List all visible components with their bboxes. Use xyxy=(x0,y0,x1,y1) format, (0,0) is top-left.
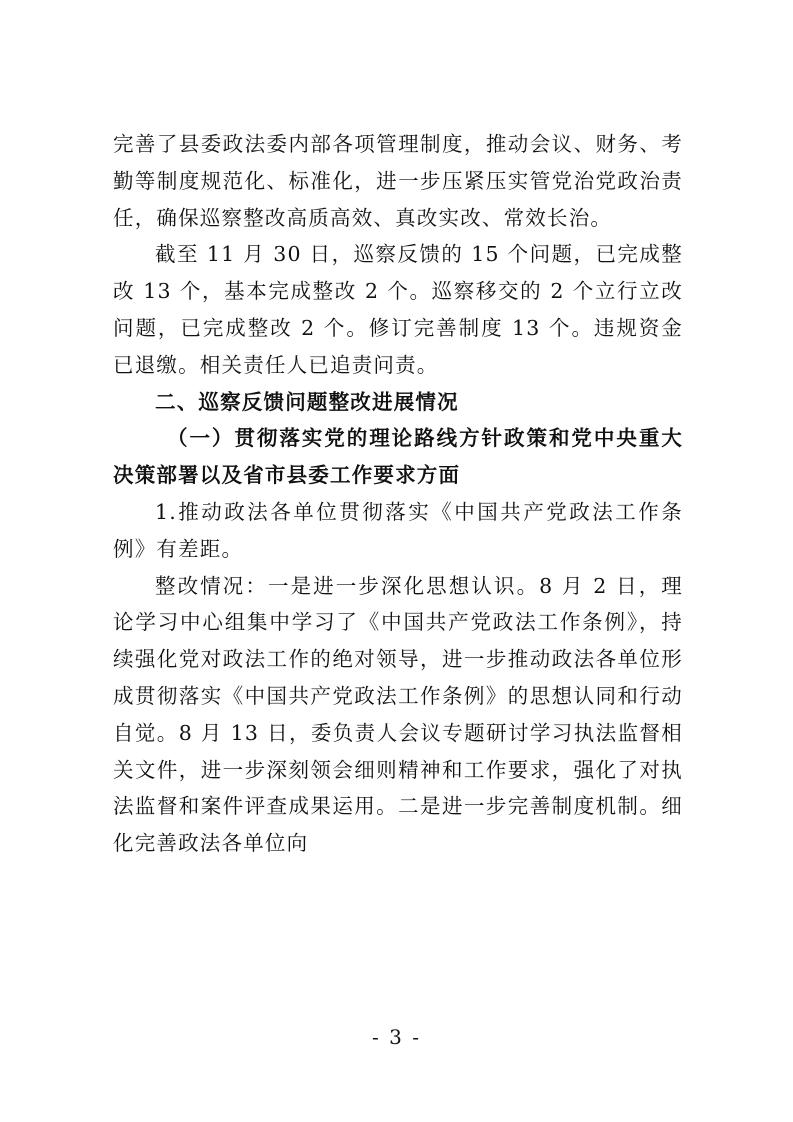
page-number: - 3 - xyxy=(372,1025,421,1049)
issue-item: 1.推动政法各单位贯彻落实《中国共产党政法工作条例》有差距。 xyxy=(113,499,683,561)
paragraph-progress-statistics: 截至 11 月 30 日，巡察反馈的 15 个问题，已完成整改 13 个，基本完成整改 2 个。巡察移交的 2 个立行立改问题，已完成整改 2 个。修订完善制度 13 个。违规资金已退缴。相关责任人已追责问责。 xyxy=(113,242,683,377)
subsection-heading: （一）贯彻落实党的理论路线方针政策和党中央重大决策部署以及省市县委工作要求方面 xyxy=(113,426,683,488)
document-body xyxy=(113,126,683,862)
rectification-details: 整改情况：一是进一步深化思想认识。8 月 2 日，理论学习中心组集中学习了《中国共产党政法工作条例》，持续强化党对政法工作的绝对领导，进一步推动政法各单位形成贯彻落实《中国共产党政法工作条例》的思想认同和行动自觉。8 月 13 日，委负责人会议专题研讨学习执法监督相关文件，进一步深刻领会细则精神和工作要求，强化了对执法监督和案件评查成果运用。二是进一步完善制度机制。细化完善政法各单位向 xyxy=(113,573,683,856)
section-heading: 二、巡察反馈问题整改进展情况 xyxy=(155,389,459,414)
paragraph-rectification-summary: 完善了县委政法委内部各项管理制度，推动会议、财务、考勤等制度规范化、标准化，进一步压紧压实管党治党政治责任，确保巡察整改高质高效、真改实改、常效长治。 xyxy=(113,132,683,230)
